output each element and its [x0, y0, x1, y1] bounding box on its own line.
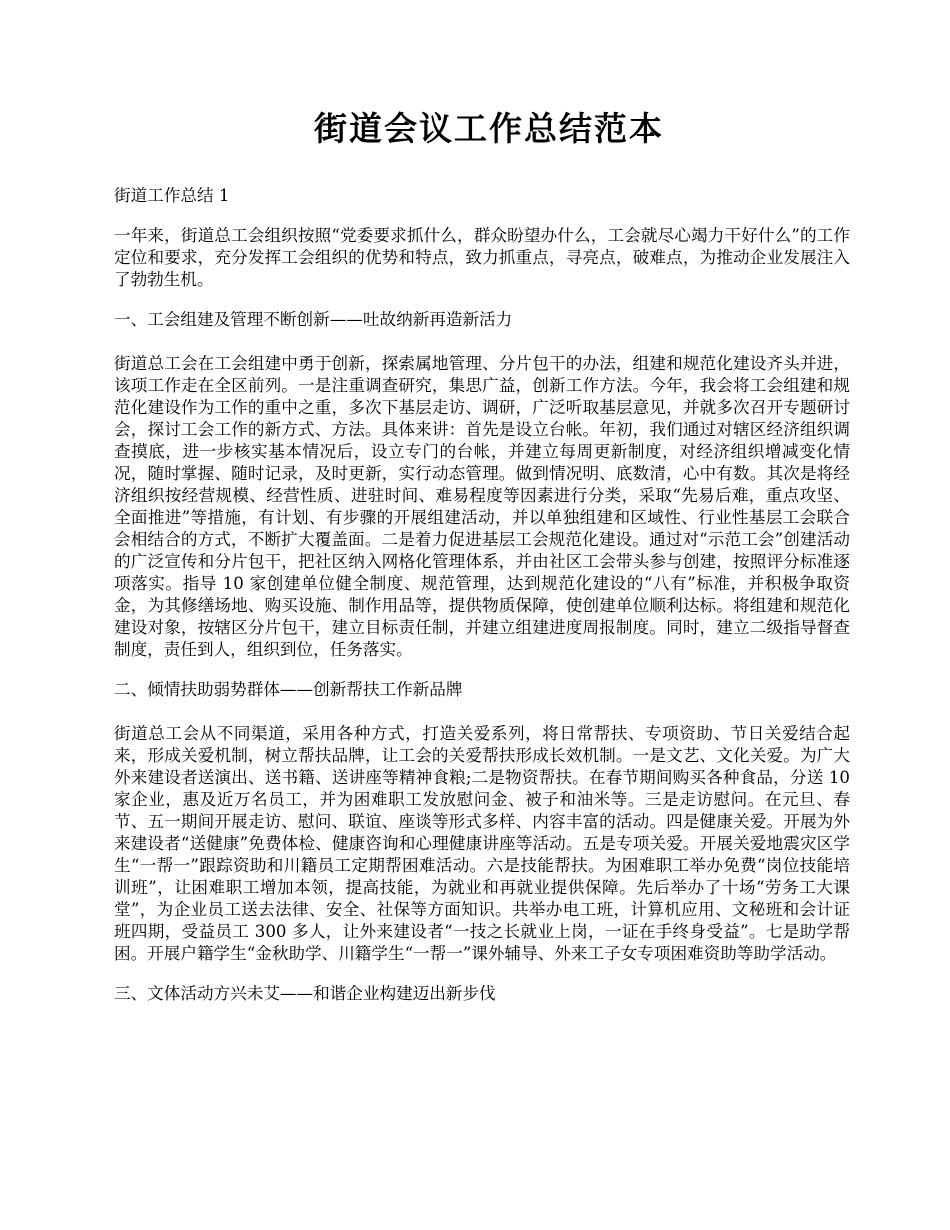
section-label: 街道工作总结 1: [114, 185, 230, 205]
section-heading-2: 二、倾情扶助弱势群体——创新帮扶工作新品牌: [114, 679, 463, 699]
body-paragraph-1: 街道总工会在工会组建中勇于创新，探索属地管理、分片包干的办法，组建和规范化建设齐头并进，该项工作走在全区前列。一是注重调查研究，集思广益，创新工作方法。今年，我会将工会组建和规范化建设作为工作的重中之重，多次下基层走访、调研，广泛听取基层意见，并就多次召开专题研讨会，探讨工会工作的新方式、方法。具体来讲：首先是设立台帐。年初，我们通过对辖区经济组织调查摸底，进一步核实基本情况后，设立专门的台帐，并建立每周更新制度，对经济组织增减变化情况，随时掌握、随时记录，及时更新，实行动态管理。做到情况明、底数清，心中有数。其次是将经济组织按经营规模、经营性质、进驻时间、难易程度等因素进行分类，采取“先易后难，重点攻坚、全面推进”等措施，有计划、有步骤的开展组建活动，并以单独组建和区域性、行业性基层工会联合会相结合的方式，不断扩大覆盖面。二是着力促进基层工会规范化建设。通过对“示范工会”创建活动的广泛宣传和分片包干，把社区纳入网格化管理体系，并由社区工会带头参与创建，按照评分标准逐项落实。指导 10 家创建单位健全制度、规范管理，达到规范化建设的“八有”标准，并积极争取资金，为其修缮场地、购买设施、制作用品等，提供物质保障，使创建单位顺利达标。将组建和规范化建设对象，按辖区分片包干，建立目标责任制，并建立组建进度周报制度。同时，建立二级指导督查制度，责任到人，组织到位，任务落实。: [114, 353, 850, 659]
body-paragraph-2: 街道总工会从不同渠道，采用各种方式，打造关爱系列，将日常帮扶、专项资助、节日关爱结合起来，形成关爱机制，树立帮扶品牌，让工会的关爱帮扶形成长效机制。一是文艺、文化关爱。为广大外来建设者送演出、送书籍、送讲座等精神食粮;二是物资帮扶。在春节期间购买各种食品，分送 10 家企业，惠及近万名员工，并为困难职工发放慰问金、被子和油米等。三是走访慰问。在元旦、春节、五一期间开展走访、慰问、联谊、座谈等形式多样、内容丰富的活动。四是健康关爱。开展为外来建设者“送健康”免费体检、健康咨询和心理健康讲座等活动。五是专项关爱。开展关爱地震灾区学生“一帮一”跟踪资助和川籍员工定期帮困难活动。六是技能帮扶。为困难职工举办免费“岗位技能培训班”，让困难职工增加本领，提高技能，为就业和再就业提供保障。先后举办了十场“劳务工大课堂”，为企业员工送去法律、安全、社保等方面知识。共举办电工班，计算机应用、文秘班和会计证班四期，受益员工 300 多人，让外来建设者“一技之长就业上岗，一证在手终身受益”。七是助学帮困。开展户籍学生“金秋助学、川籍学生“一帮一”课外辅导、外来工子女专项困难资助等助学活动。: [114, 723, 850, 963]
section-heading-1: 一、工会组建及管理不断创新——吐故纳新再造新活力: [114, 309, 513, 329]
document-title: 街道会议工作总结范本: [314, 109, 664, 148]
intro-paragraph: 一年来，街道总工会组织按照“党委要求抓什么，群众盼望办什么，工会就尽心竭力干好什么”的工作定位和要求，充分发挥工会组织的优势和特点，致力抓重点，寻亮点，破难点，为推动企业发展注入了勃勃生机。: [114, 225, 850, 289]
section-heading-3: 三、文体活动方兴未艾——和谐企业构建迈出新步伐: [114, 983, 496, 1003]
